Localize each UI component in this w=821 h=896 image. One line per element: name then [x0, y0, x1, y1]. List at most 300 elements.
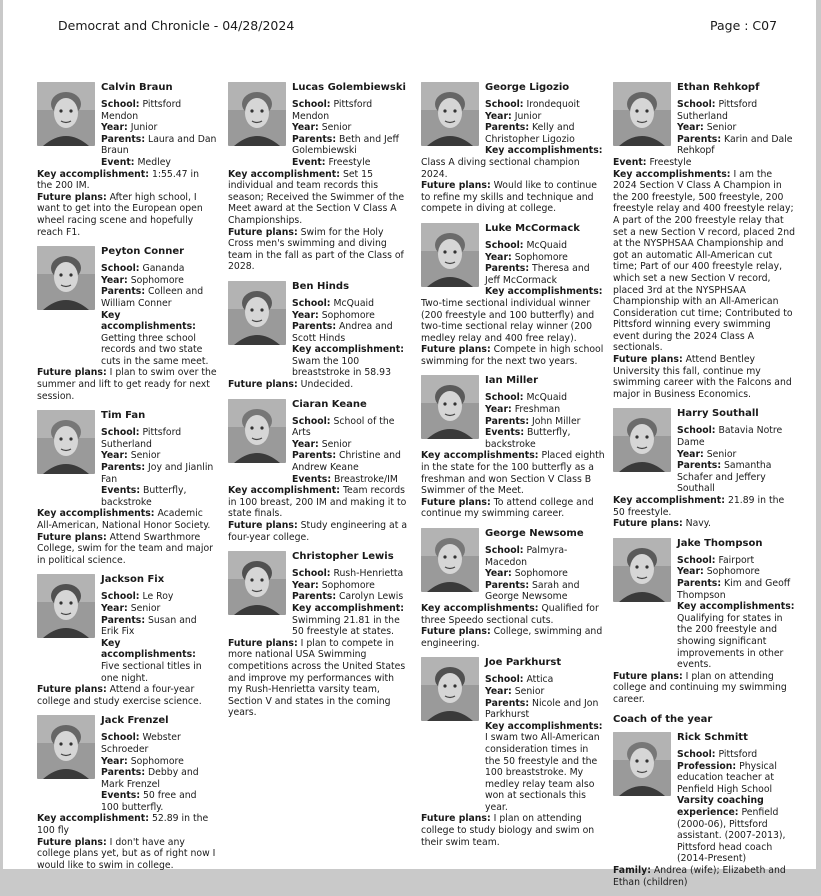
athlete-photo — [37, 715, 95, 779]
field-label: Key accomplishment: — [37, 168, 149, 180]
field-value: I swam two All-American consideration times in the 50 freestyle and the 100 breaststroke. My medley relay team also won at sectionals this year. — [485, 732, 600, 813]
field-value: Class A diving sectional champion 2024. — [421, 156, 580, 180]
field-school — [677, 99, 797, 122]
field-label: Future plans: — [613, 354, 683, 366]
field-label: Parents: — [101, 614, 146, 626]
field-key — [228, 485, 411, 520]
field-label: School: — [292, 99, 331, 110]
athlete-photo — [37, 82, 95, 146]
field-value: Swam the 100 breaststroke in 58.93 — [292, 355, 391, 379]
athlete-entry — [37, 574, 217, 707]
inline-field — [677, 449, 797, 461]
field-parents — [101, 134, 217, 157]
field-label: Key accomplishments: — [485, 720, 603, 732]
field-label: Future plans: — [613, 670, 683, 682]
field-parents — [485, 416, 605, 428]
field-year — [485, 404, 605, 416]
field-label: Key accomplishment: — [228, 485, 340, 497]
field-label: Parents: — [677, 577, 722, 589]
inline-field — [677, 761, 797, 796]
field-year — [677, 122, 797, 134]
field-future — [228, 520, 411, 543]
inline-field — [292, 99, 411, 122]
field-label: Future plans: — [421, 496, 491, 508]
athlete-photo — [421, 375, 479, 439]
field-label: Parents: — [292, 591, 337, 603]
field-label: Parents: — [677, 460, 722, 472]
inline-field — [677, 99, 797, 122]
field-value: Colleen and William Conner — [101, 286, 204, 309]
field-key — [37, 813, 217, 836]
field-value: I plan to swim over the summer and lift to get ready for next session. — [37, 367, 217, 402]
field-value: Butterfly, backstroke — [101, 485, 187, 508]
field-label: Future plans: — [37, 531, 107, 543]
field-value: Swim for the Holy Cross men's swimming and diving team in the fall as part of the Class of 2028. — [228, 226, 404, 273]
athlete-name: George Newsome — [485, 528, 584, 539]
inline-field — [677, 134, 797, 157]
inline-field — [101, 134, 217, 157]
field-school — [292, 99, 411, 122]
athlete-entry — [37, 82, 217, 238]
field-parents — [292, 321, 411, 344]
field-value: Penfield (2000-06), Pittsford assistant. (2007-2013), Pittsford head coach (2014-Present) — [677, 807, 786, 865]
field-label: Parents: — [101, 133, 146, 145]
field-label: School: — [485, 99, 524, 110]
field-value: Qualifying for states in the 200 freestyle and showing significant improvements in other events. — [677, 612, 784, 671]
athlete-photo — [421, 528, 479, 592]
field-label: School: — [677, 554, 716, 566]
field-label: Key accomplishments: — [101, 309, 196, 333]
inline-field — [485, 99, 605, 111]
field-label: Year: — [101, 602, 128, 614]
field-year — [485, 686, 605, 698]
field-label: Parents: — [485, 697, 530, 709]
field-event — [292, 157, 411, 169]
inline-field — [292, 344, 411, 379]
field-value: School of the Arts — [292, 415, 395, 439]
inline-field — [485, 392, 605, 404]
inline-field — [292, 310, 411, 322]
inline-field — [101, 427, 217, 450]
field-label: School: — [485, 392, 524, 404]
field-label: Parents: — [485, 122, 530, 134]
field-future — [228, 227, 411, 273]
field-label: Year: — [101, 450, 128, 462]
field-event — [613, 157, 797, 169]
field-label: Key accomplishments: — [485, 286, 603, 298]
athlete-photo — [37, 410, 95, 474]
field-value: Debby and Mark Frenzel — [101, 767, 199, 790]
field-key — [421, 145, 605, 180]
field-future — [228, 379, 411, 391]
field-parents — [485, 263, 605, 286]
field-value: Freshman — [514, 404, 561, 416]
field-value: I plan to compete in more national USA Swimming competitions across the United States and improve my performances with my Rush-Henrietta varsity team, Section V and states in the coming years. — [228, 637, 406, 719]
inline-field — [101, 615, 217, 638]
inline-field — [485, 568, 605, 580]
field-value: Palmyra-Macedon — [485, 545, 568, 568]
field-value: After high school, I want to get into the European open wheel racing scene and hopefully reach F1. — [37, 191, 203, 238]
field-value: Junior — [130, 122, 158, 134]
field-label: Key accomplishments: — [101, 637, 196, 661]
field-value: I am the 2024 Section V Class A Champion in the 200 freestyle, 500 freestyle, 200 freestyle relay and 400 freestyle relay; A part of the 200 freestyle relay that set a new Section V record, placed 2nd at the NYSPHSAA Championship and got an automatic All-American cut time; Part of our 400 freestyle relay, which set a new Section V record, placed 3rd at the NYSPHSAA Championship with an All-American Consideration cut time; Contributed to Pittsford winning every swimming event during the 2024 Class A sectionals. — [613, 168, 795, 354]
field-value: Batavia Notre Dame — [677, 425, 783, 449]
field-label: Key accomplishments: — [421, 450, 539, 462]
field-label: School: — [485, 545, 524, 556]
athlete-entry — [37, 246, 217, 402]
field-label: School: — [677, 99, 716, 110]
field-value: Sophomore — [321, 309, 375, 321]
field-label: Key accomplishment: — [37, 813, 149, 825]
inline-field — [677, 460, 797, 495]
field-year — [485, 252, 605, 264]
inline-field — [485, 698, 605, 721]
field-parents — [101, 286, 217, 309]
field-value: Swimming 21.81 in the 50 freestyle at states. — [292, 614, 400, 638]
field-future — [421, 344, 605, 367]
field-value: Andrea (wife); Elizabeth and Ethan (children) — [613, 865, 786, 888]
athlete-entry — [228, 82, 411, 273]
coach-entry — [613, 732, 797, 888]
inline-field — [101, 462, 217, 485]
field-value: Breastroke/IM — [334, 473, 398, 485]
field-value: Five sectional titles in one night. — [101, 660, 202, 684]
field-label: Event: — [613, 156, 647, 168]
field-label: Year: — [677, 566, 704, 578]
field-label: Future plans: — [228, 226, 298, 238]
inline-field — [101, 99, 217, 122]
field-label: Events: — [292, 473, 332, 485]
athlete-name: Ben Hinds — [292, 280, 350, 292]
field-label: Key accomplishment: — [292, 344, 404, 356]
athlete-entry — [421, 82, 605, 215]
field-future — [37, 532, 217, 567]
field-parents — [292, 134, 411, 157]
inline-field — [292, 157, 411, 169]
field-key — [37, 169, 217, 192]
field-value: Le Roy — [142, 591, 174, 603]
inline-field — [485, 111, 605, 123]
field-label: Future plans: — [228, 379, 298, 391]
field-label: Year: — [101, 122, 128, 134]
inline-field — [101, 603, 217, 615]
field-key — [292, 603, 411, 638]
athlete-photo — [421, 223, 479, 287]
field-value: Irondequoit — [526, 99, 580, 110]
field-label: Key accomplishments: — [421, 602, 539, 614]
field-value: Senior — [514, 685, 545, 697]
field-value: 1:55.47 in the 200 IM. — [37, 168, 200, 192]
field-value: Attend Bentley University this fall, continue my swimming career with the Falcons and major in Business Economics. — [613, 354, 792, 400]
field-key — [101, 638, 217, 684]
athlete-name: Christopher Lewis — [292, 551, 394, 563]
athlete-entry — [37, 410, 217, 566]
field-label: Year: — [485, 251, 512, 263]
inline-field — [101, 767, 217, 790]
field-key — [421, 450, 605, 496]
field-value: Would like to continue to refine my skills and technique and compete in diving at college. — [421, 180, 597, 215]
field-year — [101, 275, 217, 287]
inline-field — [677, 601, 797, 671]
field-value: Qualified for three Speedo sectional cuts. — [421, 602, 599, 626]
field-key — [292, 344, 411, 379]
field-value: Getting three school records and two state cuts in the same meet. — [101, 332, 209, 367]
field-school — [485, 674, 605, 686]
inline-field — [292, 122, 411, 134]
inline-field — [101, 756, 217, 768]
field-value: Attend a four-year college and study exercise science. — [37, 684, 202, 707]
field-value: Pittsford Sutherland — [101, 427, 182, 450]
field-label: School: — [101, 99, 140, 110]
athlete-entry — [421, 657, 605, 848]
athlete-entry — [228, 281, 411, 391]
field-varsity — [677, 795, 797, 865]
field-value: Sophomore — [321, 579, 375, 591]
field-parents — [292, 591, 411, 603]
athlete-entry — [421, 375, 605, 520]
inline-field — [485, 416, 605, 428]
field-label: Year: — [485, 685, 512, 697]
inline-field — [292, 580, 411, 592]
field-value: 21.89 in the 50 freestyle. — [613, 495, 785, 518]
field-label: Future plans: — [421, 813, 491, 825]
field-value: McQuaid — [526, 392, 568, 404]
field-value: Two-time sectional individual winner (200 freestyle and 100 butterfly) and two-time sectional relay winner (200 medley relay and 400 free relay). — [421, 297, 595, 344]
column-4 — [613, 82, 797, 896]
field-parents — [677, 460, 797, 495]
athlete-name: Tim Fan — [101, 410, 146, 422]
field-school — [101, 732, 217, 755]
field-key — [421, 603, 605, 626]
field-future — [421, 180, 605, 215]
athlete-name: Ethan Rehkopf — [677, 82, 760, 93]
field-label: Parents: — [677, 133, 722, 145]
field-label: Year: — [292, 122, 319, 134]
field-label: School: — [101, 591, 140, 603]
field-value: Samantha Schafer and Jeffery Southall — [677, 460, 772, 495]
athlete-photo — [613, 732, 671, 796]
field-value: Susan and Erik Fix — [101, 614, 197, 638]
field-label: Key accomplishments: — [613, 168, 731, 180]
field-label: Future plans: — [613, 518, 683, 530]
field-label: Key accomplishment: — [613, 495, 725, 506]
field-label: School: — [292, 568, 331, 580]
column-3 — [421, 82, 605, 856]
field-value: Senior — [130, 602, 161, 614]
field-value: Sophomore — [514, 251, 568, 263]
field-value: Christine and Andrew Keane — [292, 450, 401, 474]
field-label: Future plans: — [421, 180, 491, 192]
athlete-name: Jack Frenzel — [101, 715, 169, 727]
field-value: Pittsford Mendon — [101, 99, 182, 122]
field-value: I plan on attending college to study biology and swim on their swim team. — [421, 813, 595, 848]
field-parents — [101, 462, 217, 485]
inline-field — [101, 638, 217, 684]
field-events — [101, 790, 217, 813]
inline-field — [677, 555, 797, 567]
inline-field — [485, 252, 605, 264]
field-school — [292, 416, 411, 439]
inline-field — [677, 578, 797, 601]
field-value: Laura and Dan Braun — [101, 133, 217, 157]
field-label: Future plans: — [228, 520, 298, 531]
field-label: Key accomplishment: — [228, 168, 340, 180]
field-value: Carolyn Lewis — [339, 591, 404, 603]
field-value: Senior — [321, 438, 352, 450]
field-value: Attend Swarthmore College, swim for the team and major in political science. — [37, 531, 213, 566]
field-school — [101, 99, 217, 122]
field-label: Year: — [677, 122, 704, 134]
coach-section-heading: Coach of the year — [613, 713, 713, 725]
field-label: Future plans: — [421, 626, 491, 638]
field-label: School: — [485, 674, 524, 686]
field-year — [292, 122, 411, 134]
athlete-photo — [228, 399, 286, 463]
field-parents — [485, 698, 605, 721]
field-parents — [677, 134, 797, 157]
field-event — [101, 157, 217, 169]
field-label: Future plans: — [37, 836, 107, 848]
athlete-name: Ian Miller — [485, 375, 539, 387]
inline-field — [101, 275, 217, 287]
athlete-entry — [228, 399, 411, 544]
inline-field — [485, 580, 605, 603]
inline-field — [485, 545, 605, 568]
field-future — [613, 354, 797, 400]
inline-field — [101, 485, 217, 508]
inline-field — [677, 749, 797, 761]
inline-field — [292, 474, 411, 486]
inline-field — [292, 450, 411, 473]
inline-field — [101, 157, 217, 169]
field-label: Parents: — [101, 767, 146, 779]
field-value: To attend college and continue my swimming career. — [421, 496, 594, 520]
field-value: Pittsford — [718, 749, 758, 761]
field-year — [292, 310, 411, 322]
field-future — [37, 367, 217, 402]
field-label: Profession: — [677, 760, 737, 772]
field-parents — [485, 580, 605, 603]
field-school — [101, 427, 217, 450]
field-label: Event: — [101, 156, 135, 168]
field-value: Medley — [137, 156, 171, 168]
athlete-photo — [228, 82, 286, 146]
field-label: Future plans: — [37, 684, 107, 696]
athlete-entry — [421, 528, 605, 649]
inline-field — [485, 122, 605, 145]
field-key — [485, 721, 605, 814]
athlete-name: Jake Thompson — [677, 537, 763, 549]
inline-field — [292, 134, 411, 157]
inline-field — [485, 721, 605, 814]
column-2 — [228, 82, 411, 727]
athlete-entry — [228, 551, 411, 719]
inline-field — [485, 686, 605, 698]
newspaper-page — [3, 0, 816, 888]
field-value: 52.89 in the 100 fly — [37, 813, 209, 837]
field-year — [101, 122, 217, 134]
field-value: Senior — [130, 450, 161, 462]
field-value: Webster Schroeder — [101, 732, 181, 755]
inline-field — [485, 240, 605, 252]
field-value: Andrea and Scott Hinds — [292, 321, 393, 344]
inline-field — [677, 795, 797, 865]
field-label: Family: — [613, 865, 651, 877]
field-value: Fairport — [718, 554, 755, 566]
field-events — [485, 427, 605, 450]
field-year — [677, 566, 797, 578]
athlete-photo — [613, 408, 671, 472]
inline-field — [292, 298, 411, 310]
field-future — [37, 684, 217, 707]
field-label: Key accomplishments: — [485, 145, 603, 157]
field-year — [485, 568, 605, 580]
athlete-photo — [228, 281, 286, 345]
field-value: Pittsford Mendon — [292, 99, 373, 122]
inline-field — [292, 591, 411, 603]
field-value: Compete in high school swimming for the next two years. — [421, 344, 604, 367]
field-events — [101, 485, 217, 508]
field-school — [485, 99, 605, 111]
field-school — [101, 263, 217, 275]
field-label: Parents: — [292, 133, 337, 145]
athlete-name: Harry Southall — [677, 408, 759, 420]
field-label: Parents: — [485, 263, 530, 275]
athlete-photo — [421, 657, 479, 721]
field-label: Future plans: — [37, 191, 107, 203]
inline-field — [292, 568, 411, 580]
field-label: Parents: — [101, 286, 146, 298]
field-value: Academic All-American, National Honor Society. — [37, 508, 211, 531]
athlete-name: Luke McCormack — [485, 222, 580, 234]
athlete-name: Calvin Braun — [101, 82, 173, 93]
field-school — [292, 298, 411, 310]
field-value: Undecided. — [300, 379, 354, 391]
field-label: Key accomplishment: — [292, 602, 404, 614]
field-label: Year: — [292, 579, 319, 591]
field-year — [101, 756, 217, 768]
field-key — [677, 601, 797, 671]
field-label: School: — [292, 297, 331, 309]
field-key — [101, 310, 217, 368]
field-value: I don't have any college plans yet, but as of right now I would like to swim in college. — [37, 836, 216, 871]
field-label: Parents: — [292, 321, 337, 333]
inline-field — [101, 310, 217, 368]
field-label: Events: — [101, 790, 141, 802]
field-label: School: — [677, 425, 716, 437]
field-label: School: — [101, 427, 140, 439]
field-value: Sarah and George Newsome — [485, 579, 580, 603]
field-label: Parents: — [485, 415, 530, 427]
inline-field — [485, 674, 605, 686]
field-year — [101, 450, 217, 462]
field-label: School: — [101, 263, 140, 275]
field-label: Events: — [101, 485, 141, 497]
field-year — [677, 449, 797, 461]
field-value: McQuaid — [526, 239, 568, 251]
athlete-photo — [613, 82, 671, 146]
field-label: Year: — [485, 568, 512, 580]
field-school — [677, 555, 797, 567]
field-label: Key accomplishments: — [37, 508, 155, 520]
athlete-photo — [228, 551, 286, 615]
field-value: College, swimming and engineering. — [421, 626, 603, 649]
field-value: Placed eighth in the state for the 100 butterfly as a freshman and won Section V Class B Swimmer of the Meet. — [421, 450, 605, 497]
field-value: Sophomore — [130, 274, 184, 286]
field-value: Pittsford Sutherland — [677, 99, 758, 122]
inline-field — [485, 427, 605, 450]
inline-field — [292, 416, 411, 439]
